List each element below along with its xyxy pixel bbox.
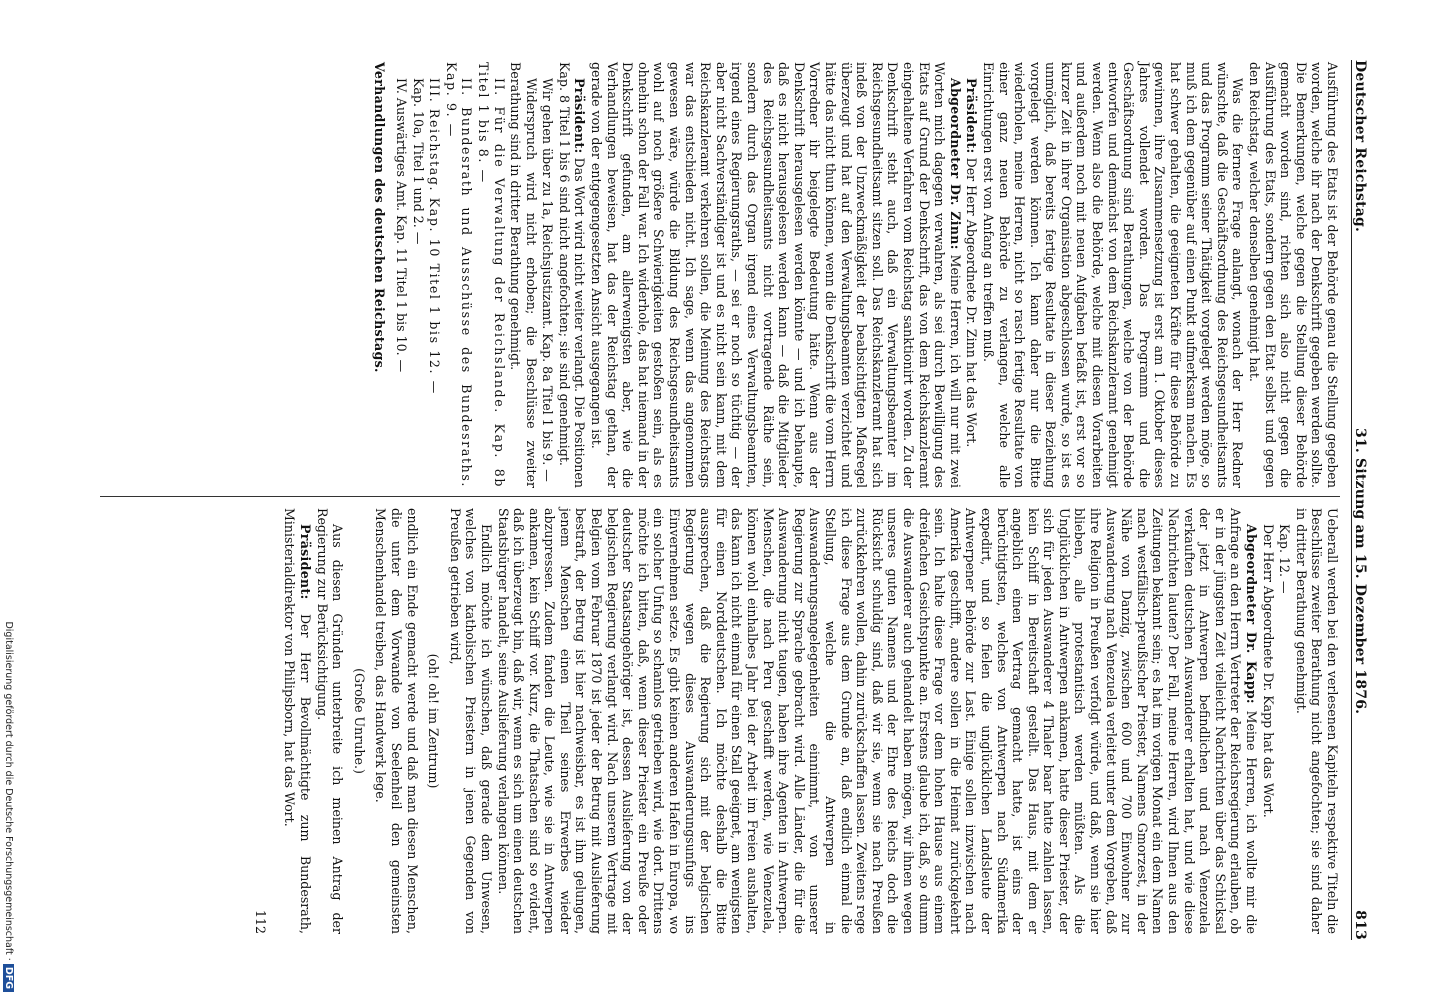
speaker-paragraph: Abgeordneter Dr. Zinn: Meine Herren, ich will nur mit zwei Worten mich dagegen verwahren, als sei durch Bewilligung des Etats auf Grund der Denkschrift, das von dem Reichskanzleramt eingehaltene Verfahren vom Reichstag sanktionirt worden. Zu der Denkschrift steht auch, daß ein Verwaltungsbeamter im Reichsgesundheitsamt sitzen soll. Das Reichskanzleramt hat sich indeß von der Unzweckmäßigkeit der beabsichtigten Maßregel überzeugt und hat auf den Verwaltungsbeamten verzichtet und hätte das nicht thun können, wenn die Denkschrift die vom Herrn Vorredner ihr beigelegte Bedeutung hätte. Wenn aus der Denkschrift herausgelesen werden könnte — und ich behaupte, daß es nicht herausgelesen werden kann — daß die Mitglieder des Reichsgesundheitsamts nicht vortragende Räthe sein, sondern durch das Organ irgend eines Verwaltungsbeamten, irgend eines Regierungsraths, — sei er noch so tüchtig — der aber nicht Sachverständiger ist und es nicht sein kann, mit dem Reichskanzleramt verkehren sollen, die Meinung des Reichstags war das entschieden nicht. Ich sage, wenn das angenommen gewesen wäre, würde die Bildung des Reichsgesundheitsamts wohl auf noch größere Schwierigkeiten gestoßen sein, als es ohnehin schon der Fall war. Ich widerhole, das hat niemand in der Denkschrift gefunden, am allerwenigsten aber, wie die Verhandlungen beweisen, hat das der Reichstag gethan, der gerade von der entgegengesetzten Ansicht ausgegangen ist. (589, 62, 963, 488)
column-divider (100, 496, 1340, 497)
paragraph: Endlich möchte ich wünschen, daß gerade dem Unwesen, welches von katholischen Priestern in jenen Gegenden von Preußen getrieben wird, (447, 508, 494, 934)
paragraph: Aus diesen Gründen unterbreite ich meinen Antrag der Regierung zur Berücksichtigung. (314, 508, 346, 934)
sheet-number: 112 (252, 909, 268, 934)
speaker-label: Abgeordneter Dr. Kapp: (1244, 524, 1260, 704)
budget-section: II. Bundesrath und Ausschüsse des Bundesraths. Kap. 9. — (443, 62, 475, 488)
left-column (371, 62, 1340, 488)
budget-section: Kap. 10a, Titel 1 und 2. — (410, 78, 426, 245)
paragraph: Widerspruch wird nicht erhoben; die Beschlüsse zweiter Berathung sind in dritter Berathung genehmigt. (508, 62, 539, 488)
interjection: (Große Unruhe.) (351, 668, 367, 774)
paragraph: Kap. 12. — (1277, 524, 1293, 594)
digitization-text: Digitalisierung gefördert durch die Deutsche Forschungsgemeinschaft · (3, 621, 14, 961)
budget-section: II. Für die Verwaltung der Reichslande. Kap. 8b Titel 1 bis 8. — (475, 62, 507, 488)
paragraph: Wir gehen über zu 1a, Reichsjustizamt. Kap. 8a Titel 1 bis 9. — (540, 78, 556, 482)
paragraph: Was die fernere Frage anlangt, wonach der Herr Redner wünschte, daß die Geschäftsordnung des Reichsgesundheitsamts und das Programm seiner Thätigkeit vorgelegt werden möge, so muß ich dem gegenüber auf einen Punkt aufmerksam machen. Es hat schwer gehalten, die geeigneten Kräfte für diese Behörde zu gewinnen, ihre Zusammensetzung ist erst am 1. Oktober dieses Jahres vollendet worden. Das Programm und die Geschäftsordnung sind Berathungen, welche von der Behörde entworfen und demnächst von dem Reichskanzleramt genehmigt werden. Wenn also die Behörde, welche mit diesen Vorarbeiten und außerdem noch mit neuen Aufgaben befaßt ist, erst vor so kurzer Zeit in ihrer Organisation abgeschlossen wurde, so ist es unmöglich, daß bereits fertige Resultate in dieser Beziehung vorgelegt werden können. Ich kann daher nur die Bitte wiederholen, meine Herren, nicht so rasch fertige Resultate von einer ganz neuen Behörde zu verlangen, welche alle Einrichtungen erst von Anfang an treffen muß. (980, 62, 1246, 488)
running-header (1351, 60, 1376, 940)
right-column (251, 508, 1340, 934)
paragraph: Der Herr Abgeordnete Dr. Kapp hat das Wort. (1260, 524, 1276, 818)
paragraph: Ausführung des Etats ist der Behörde genau die Stellung gegeben worden, welche ihr nach der Denkschrift gegeben werden sollte. Die Bemerkungen, welche gegen die Stellung dieser Behörde gemacht worden sind, richten sich also nicht gegen die Ausführung des Etats, sondern gegen den Etat selbst und gegen den Reichstag, welcher denselben genehmigt hat. (1247, 62, 1340, 488)
budget-section: IV. Auswärtiges Amt. Kap. 11 Titel 1 bis 10. — (393, 78, 409, 373)
speaker-paragraph: Präsident: Der Herr Abgeordnete Dr. Zinn hat das Wort. (964, 78, 980, 448)
speaker-paragraph: Präsident: Der Herr Bevollmächtigte zum Bundesrath, Ministerialdirektor von Philipsborn, hat das Wort. (282, 508, 313, 934)
speaker-paragraph: Präsident: Das Wort wird nicht weiter verlangt. Die Positionen Kap. 8 Titel 1 bis 6 sind nicht angefochten; sie sind genehmigt. (556, 62, 588, 488)
speaker-label: Präsident: (572, 78, 588, 154)
speaker-label: Präsident: (298, 524, 313, 600)
paragraph: endlich ein Ende gemacht werde und daß man diesen Menschen, die unter dem Vorwande von Seelenheil den gemeinsten Menschenhandel treiben, das Handwerk lege. (373, 508, 420, 934)
speaker-paragraph: Abgeordneter Dr. Kapp: Meine Herren, ich wollte mir die Anfrage an den Herrn Vertreter der Reichsregierung erlauben, ob er in der jüngsten Zeit vielleicht Nachrichten über das Schicksal der jetzt in Antwerpen befindlichen und nach Venezuela verkauften deutschen Auswanderer erhalten hat, und wie diese Nachrichten lauten? Der Fall, meine Herren, wird Ihnen aus den Zeitungen bekannt sein; es hat im vorigen Monat ein dem Namen nach westfälisch-preußischer Priester, Namens Gmorzest, in der Nähe von Danzig, zwischen 600 und 700 Einwohner zur Auswanderung nach Venezuela verleitet unter dem Vorgeben, daß ihre Religion in Preußen verfolgt würde, und daß, wenn sie hier blieben, alle protestantisch werden müßten. Als die Unglücklichen in Antwerpen ankamen, hatte dieser Priester, der sich für jeden Auswanderer 4 Thaler baar hatte zahlen lassen, kein Schiff in Bereitschaft gestellt. Das Haus, mit dem er angeblich einen Vertrag gemacht hatte, ist eins der berüchtigtsten, welches von Antwerpen nach Südamerika expedirt, und so fielen die unglücklichen Landsleute der Antwerpener Behörde zur Last. Einige sollen inzwischen nach Amerika geschifft, andere sollen in die Heimat zurückgekehrt sein. Ich halte diese Frage vor dem hohen Hause aus einem dreifachen Gesichtspunkte an. Erstens glaube ich, daß, so dumm die Auswanderer auch gehandelt haben mögen, wir ihnen wegen unseres guten Namens und der Ehre des Reichs doch die Rücksicht schuldig sind, daß wir sie, wenn sie nach Preußen zurückkehren wollen, dahin zurückschaffen lassen. Zweitens rege ich diese Frage aus dem Grunde an, daß endlich einmal die Stellung, welche die Antwerpen in Auswanderungsangelegenheiten einnimmt, von unserer Regierung zur Sprache gebracht wird. Alle Länder, die für die Auswanderung nicht taugen, haben ihre Agenten in Antwerpen. Menschen, die nach Peru geschafft werden, wie Venezuela, können wohl einhalbes Jahr bei der Arbeit im Freien aushalten, das kann ich nicht einmal für einen Stall geeignet, am wenigsten für einen Norddeutschen. Ich möchte deshalb die Bitte aussprechen, daß die Regierung sich mit der belgischen Regierung wegen dieses Auswanderungsunfugs ins Einvernehmen setze. Es gibt keinen anderen Hafen in Europa, wo ein solcher Unfug so schamlos getrieben wird, wie dort. Drittens möchte ich bitten, daß, wenn dieser Priester ein Preuße oder deutscher Staatsangehöriger ist, dessen Auslieferung von der belgischen Regierung verlangt wird. Nach unserem Vertrage mit Belgien vom Februar 1870 ist jeder der Betrug mit Auslieferung bestraft, der Betrug ist hier nachweisbar, es ist ihm gelungen, jenem Menschen einen Theil seines Erwerbes wieder abzupressen. Zudem fanden die Leute, wie sie in Antwerpen ankamen, kein Schiff vor. Kurz, die Thatsachen sind so evident, daß ich überzeugt bin, daß wir, wenn es sich um einen deutschen Staatsbürger handelt, seine Auslieferung verlangen können. (495, 508, 1260, 934)
paragraph: Ueberall werden bei den verlesenen Kapiteln respektive Titeln die Beschlüsse zweiter Berathung nicht angefochten; sie sind daher in dritter Berathung genehmigt. (1293, 508, 1340, 934)
digitization-note (2, 0, 14, 1000)
interjection: (oh! oh! im Zentrum) (426, 653, 442, 789)
budget-section: III. Reichstag. Kap. 10 Titel 1 bis 12. — (427, 78, 443, 395)
header-left: Deutscher Reichstag. (1352, 60, 1368, 233)
dfg-logo-badge: DFG (3, 964, 14, 992)
page-number: 813 (1352, 910, 1368, 940)
speaker-label: Abgeordneter Dr. Zinn: (947, 78, 963, 250)
signature-line: Verhandlungen des deutschen Reichstags. (372, 62, 388, 373)
speaker-label: Präsident: (964, 78, 980, 154)
header-title: 31. Sitzung am 15. Dezember 1876. (1352, 428, 1368, 715)
